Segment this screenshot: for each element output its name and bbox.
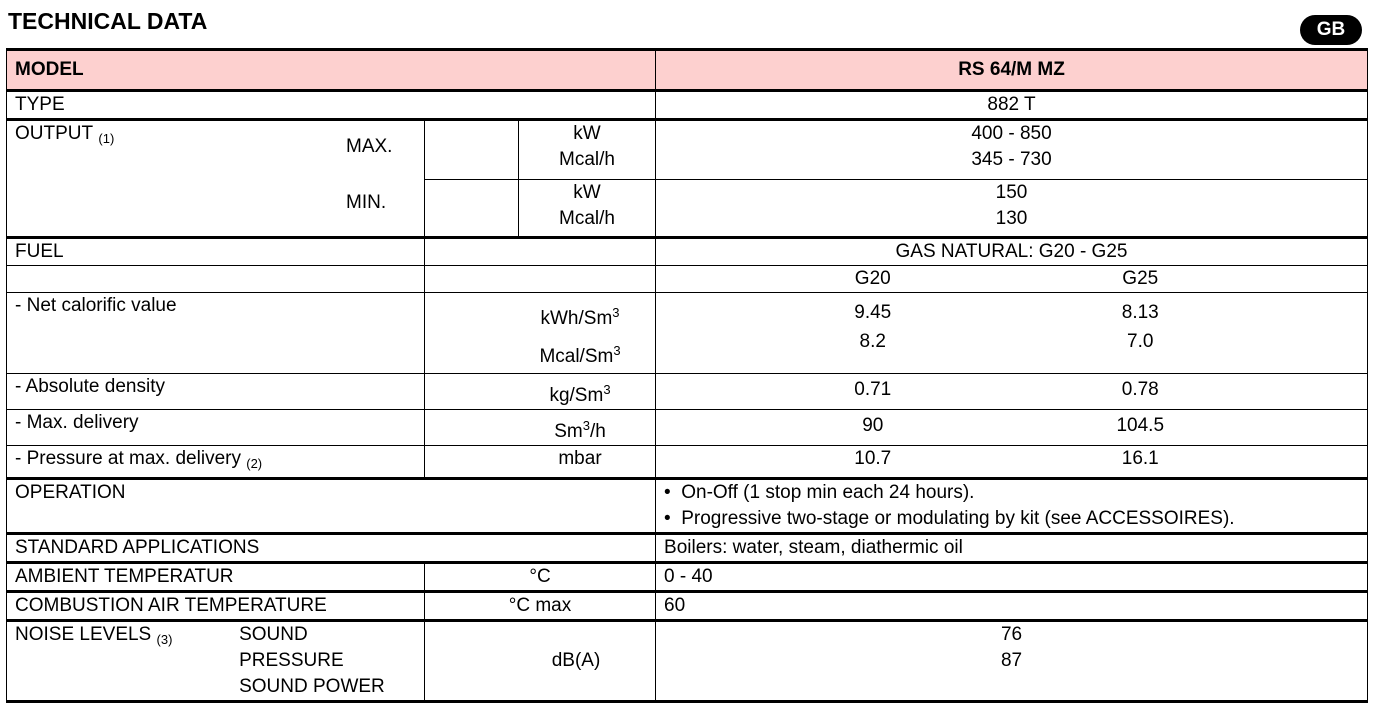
ncv-unit-mcal: Mcal/Sm [539,346,614,367]
noise-note: (3) [156,632,173,647]
table-row: OPERATION • On-Off (1 stop min each 24 hours). • Progressive two-stage or modulating by kit (see ACCESSOIRES). [7,479,1368,534]
min-kw-value: 150 [995,182,1028,203]
density-unit: kg/Sm [549,385,604,406]
operation-item-1: On-Off (1 stop min each 24 hours). [681,482,975,503]
combustion-value: 60 [656,592,1368,621]
ncv-label: - Net calorific value [7,293,425,374]
fuel-value: GAS NATURAL: G20 - G25 [656,238,1368,266]
apps-value: Boilers: water, steam, diathermic oil [656,534,1368,563]
density-g25: 0.78 [1121,379,1159,400]
ambient-value: 0 - 40 [656,563,1368,592]
min-label: MIN. [346,192,387,213]
delivery-unit: Sm [554,421,583,442]
table-row [7,621,1368,702]
table-row [7,446,1368,479]
table-row [7,50,1368,91]
max-mcal-value: 345 - 730 [971,149,1052,170]
ncv-unit-kwh: kWh/Sm [540,308,613,329]
output-label: OUTPUT [15,123,94,144]
table-row [7,120,1368,180]
max-kw-unit: kW [573,123,601,144]
type-value: 882 T [656,91,1368,120]
combustion-unit: °C max [425,592,656,621]
fuel-label: FUEL [7,238,425,266]
technical-data-table [6,48,1368,703]
table-row [7,238,1368,266]
noise-unit: dB(A) [425,621,656,702]
language-badge: GB [1300,15,1362,45]
pressure-g25: 16.1 [1121,448,1159,469]
pressure-note: (2) [246,456,263,471]
pressure-label: - Pressure at max. delivery [15,448,241,469]
table-row [7,534,1368,563]
model-value: RS 64/M MZ [656,50,1368,91]
table-row [7,91,1368,120]
g25-header: G25 [1122,268,1159,289]
table-row [7,266,1368,293]
sound-power-value: 87 [1000,650,1023,671]
table-row: - Max. delivery Sm$^3$/h 90 104.5 [7,410,1368,446]
operation-item-2: Progressive two-stage or modulating by kit (see ACCESSOIRES). [681,508,1235,529]
delivery-g25: 104.5 [1116,415,1165,436]
ncv-g25-kwh: 8.13 [1121,302,1159,323]
g20-header: G20 [854,268,891,289]
pressure-g20: 10.7 [854,448,892,469]
table-row: - Absolute density kg/Sm$^3$ 0.71 0.78 [7,374,1368,410]
min-kw-unit: kW [573,182,601,203]
noise-label: NOISE LEVELS [15,624,152,645]
model-label: MODEL [7,50,656,91]
table-row [7,592,1368,621]
min-mcal-unit: Mcal/h [559,208,615,229]
pressure-unit: mbar [558,448,602,469]
ambient-label: AMBIENT TEMPERATUR [7,563,425,592]
ncv-g25-mcal: 7.0 [1127,331,1154,352]
delivery-label: - Max. delivery [7,410,425,446]
ncv-g20-mcal: 8.2 [859,331,886,352]
ambient-unit: °C [425,563,656,592]
sound-power-label: SOUND POWER [239,676,385,697]
output-label-cell [7,120,425,238]
table-row [7,563,1368,592]
min-mcal-value: 130 [995,208,1028,229]
density-g20: 0.71 [854,379,892,400]
output-note: (1) [98,131,115,146]
sound-pressure-label: SOUND PRESSURE [239,624,344,671]
density-label: - Absolute density [7,374,425,410]
delivery-g20: 90 [862,415,884,436]
combustion-label: COMBUSTION AIR TEMPERATURE [7,592,425,621]
max-label: MAX. [346,136,393,157]
sound-pressure-value: 76 [1000,624,1023,645]
ncv-g20-kwh: 9.45 [854,302,892,323]
max-kw-value: 400 - 850 [971,123,1052,144]
type-label: TYPE [7,91,656,120]
max-mcal-unit: Mcal/h [559,149,615,170]
operation-label: OPERATION [7,479,656,534]
table-row: - Net calorific value kWh/Sm$^3$ Mcal/Sm$^3$ 9.45 8.13 8.2 7.0 [7,293,1368,374]
apps-label: STANDARD APPLICATIONS [7,534,656,563]
page-title: TECHNICAL DATA [8,8,208,34]
